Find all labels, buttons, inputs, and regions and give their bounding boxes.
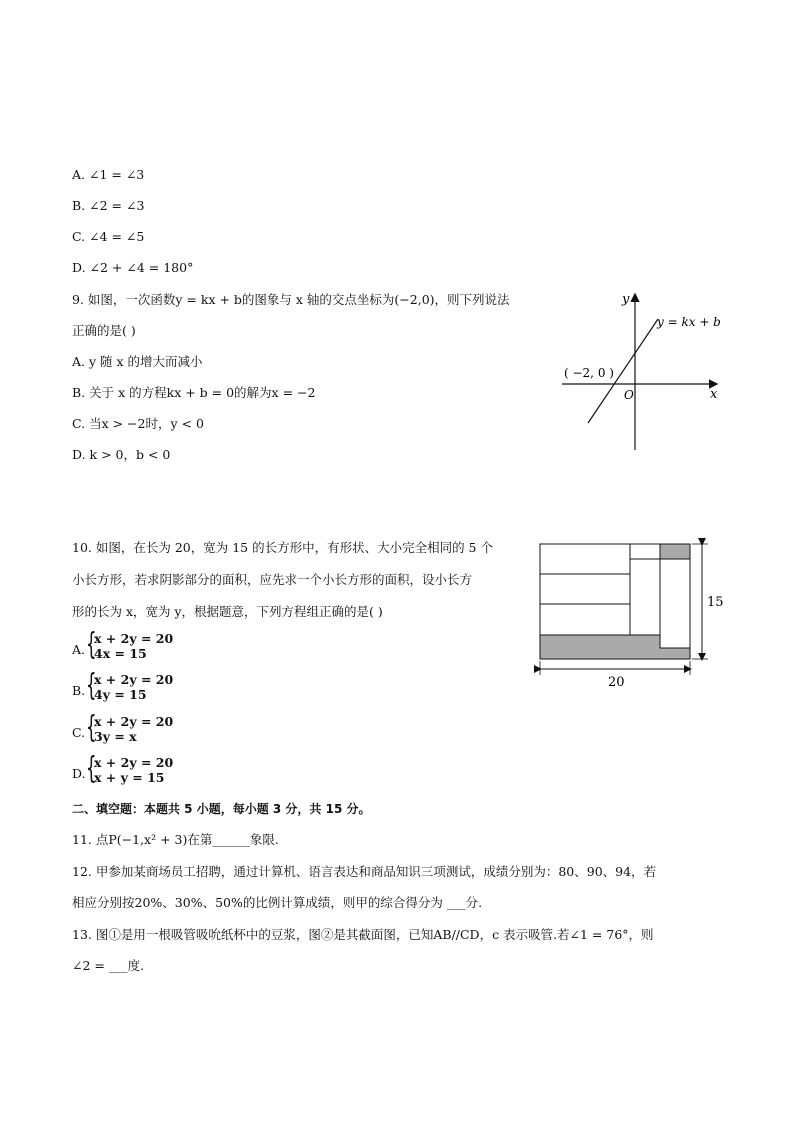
option-a-q8: A. ∠1 = ∠3 [72, 167, 145, 182]
q12-stem-line1: 12. 甲参加某商场员工招聘，通过计算机、语言表达和商品知识三项测试，成绩分别为：80、90、94，若 [72, 864, 657, 879]
q12-stem-line2: 相应分别按20%、30%、50%的比例计算成绩，则甲的综合得分为 ___分. [72, 895, 483, 910]
height-label: 15 [707, 595, 724, 610]
brace-icon: { [86, 751, 97, 786]
q11-stem: 11. 点P(−1,x² + 3)在第______象限. [72, 832, 279, 847]
q9-option-c: C. 当x > −2时，y < 0 [72, 416, 204, 431]
q9-option-d: D. k > 0，b < 0 [72, 447, 171, 462]
q9-stem-line2: 正确的是( ) [72, 323, 136, 338]
q10-stem-line2: 小长方形，若求阴影部分的面积，应先求一个小长方形的面积，设小长方 [72, 572, 473, 587]
q9-stem-line1: 9. 如图，一次函数y = kx + b的图象与 x 轴的交点坐标为(−2,0)，则下列说法 [72, 292, 510, 307]
brace-icon: { [86, 710, 97, 745]
point-label: ( −2, 0 ) [564, 366, 614, 380]
equation-row-1: x + 2y = 20 [94, 755, 174, 770]
brace-icon: { [86, 668, 97, 703]
line-label: y = kx + b [657, 315, 721, 329]
option-label: D. [72, 766, 86, 781]
equation-row-1: x + 2y = 20 [94, 714, 174, 729]
q13-stem-line2: ∠2 = ___度. [72, 958, 145, 973]
equation-row-1: x + 2y = 20 [94, 672, 174, 687]
option-d-q8: D. ∠2 + ∠4 = 180° [72, 260, 194, 275]
equation-row-2: 3y = x [94, 729, 137, 744]
origin-label: O [624, 388, 634, 402]
q10-stem-line1: 10. 如图，在长为 20，宽为 15 的长方形中，有形状、大小完全相同的 5 个 [72, 540, 493, 555]
x-axis-label: x [710, 387, 718, 402]
width-label: 20 [608, 675, 625, 690]
equation-row-1: x + 2y = 20 [94, 631, 174, 646]
equation-row-2: 4y = 15 [94, 687, 147, 702]
equation-row-2: 4x = 15 [94, 646, 147, 661]
brace-icon: { [86, 627, 97, 662]
section-heading: 二、填空题：本题共 5 小题，每小题 3 分，共 15 分。 [72, 802, 371, 816]
option-label: B. [72, 683, 86, 698]
y-axis-label: y [622, 292, 630, 307]
q10-stem-line3: 形的长为 x，宽为 y，根据题意，下列方程组正确的是( ) [72, 604, 383, 619]
option-label: C. [72, 725, 86, 740]
small-rect-vertical [660, 559, 690, 648]
option-label: A. [72, 642, 86, 657]
q13-stem-line1: 13. 图①是用一根吸管吸吮纸杯中的豆浆，图②是其截面图，已知AB//CD，c 表示吸管.若∠1 = 76°，则 [72, 927, 654, 942]
shaded-top-right [660, 544, 690, 559]
option-b-q8: B. ∠2 = ∠3 [72, 198, 145, 213]
q10-rectangle-figure [530, 536, 730, 696]
q9-option-b: B. 关于 x 的方程kx + b = 0的解为x = −2 [72, 385, 316, 400]
q9-option-a: A. y 随 x 的增大而减小 [72, 354, 203, 369]
q9-function-graph [560, 285, 730, 455]
equation-row-2: x + y = 15 [94, 770, 165, 785]
option-c-q8: C. ∠4 = ∠5 [72, 229, 145, 244]
